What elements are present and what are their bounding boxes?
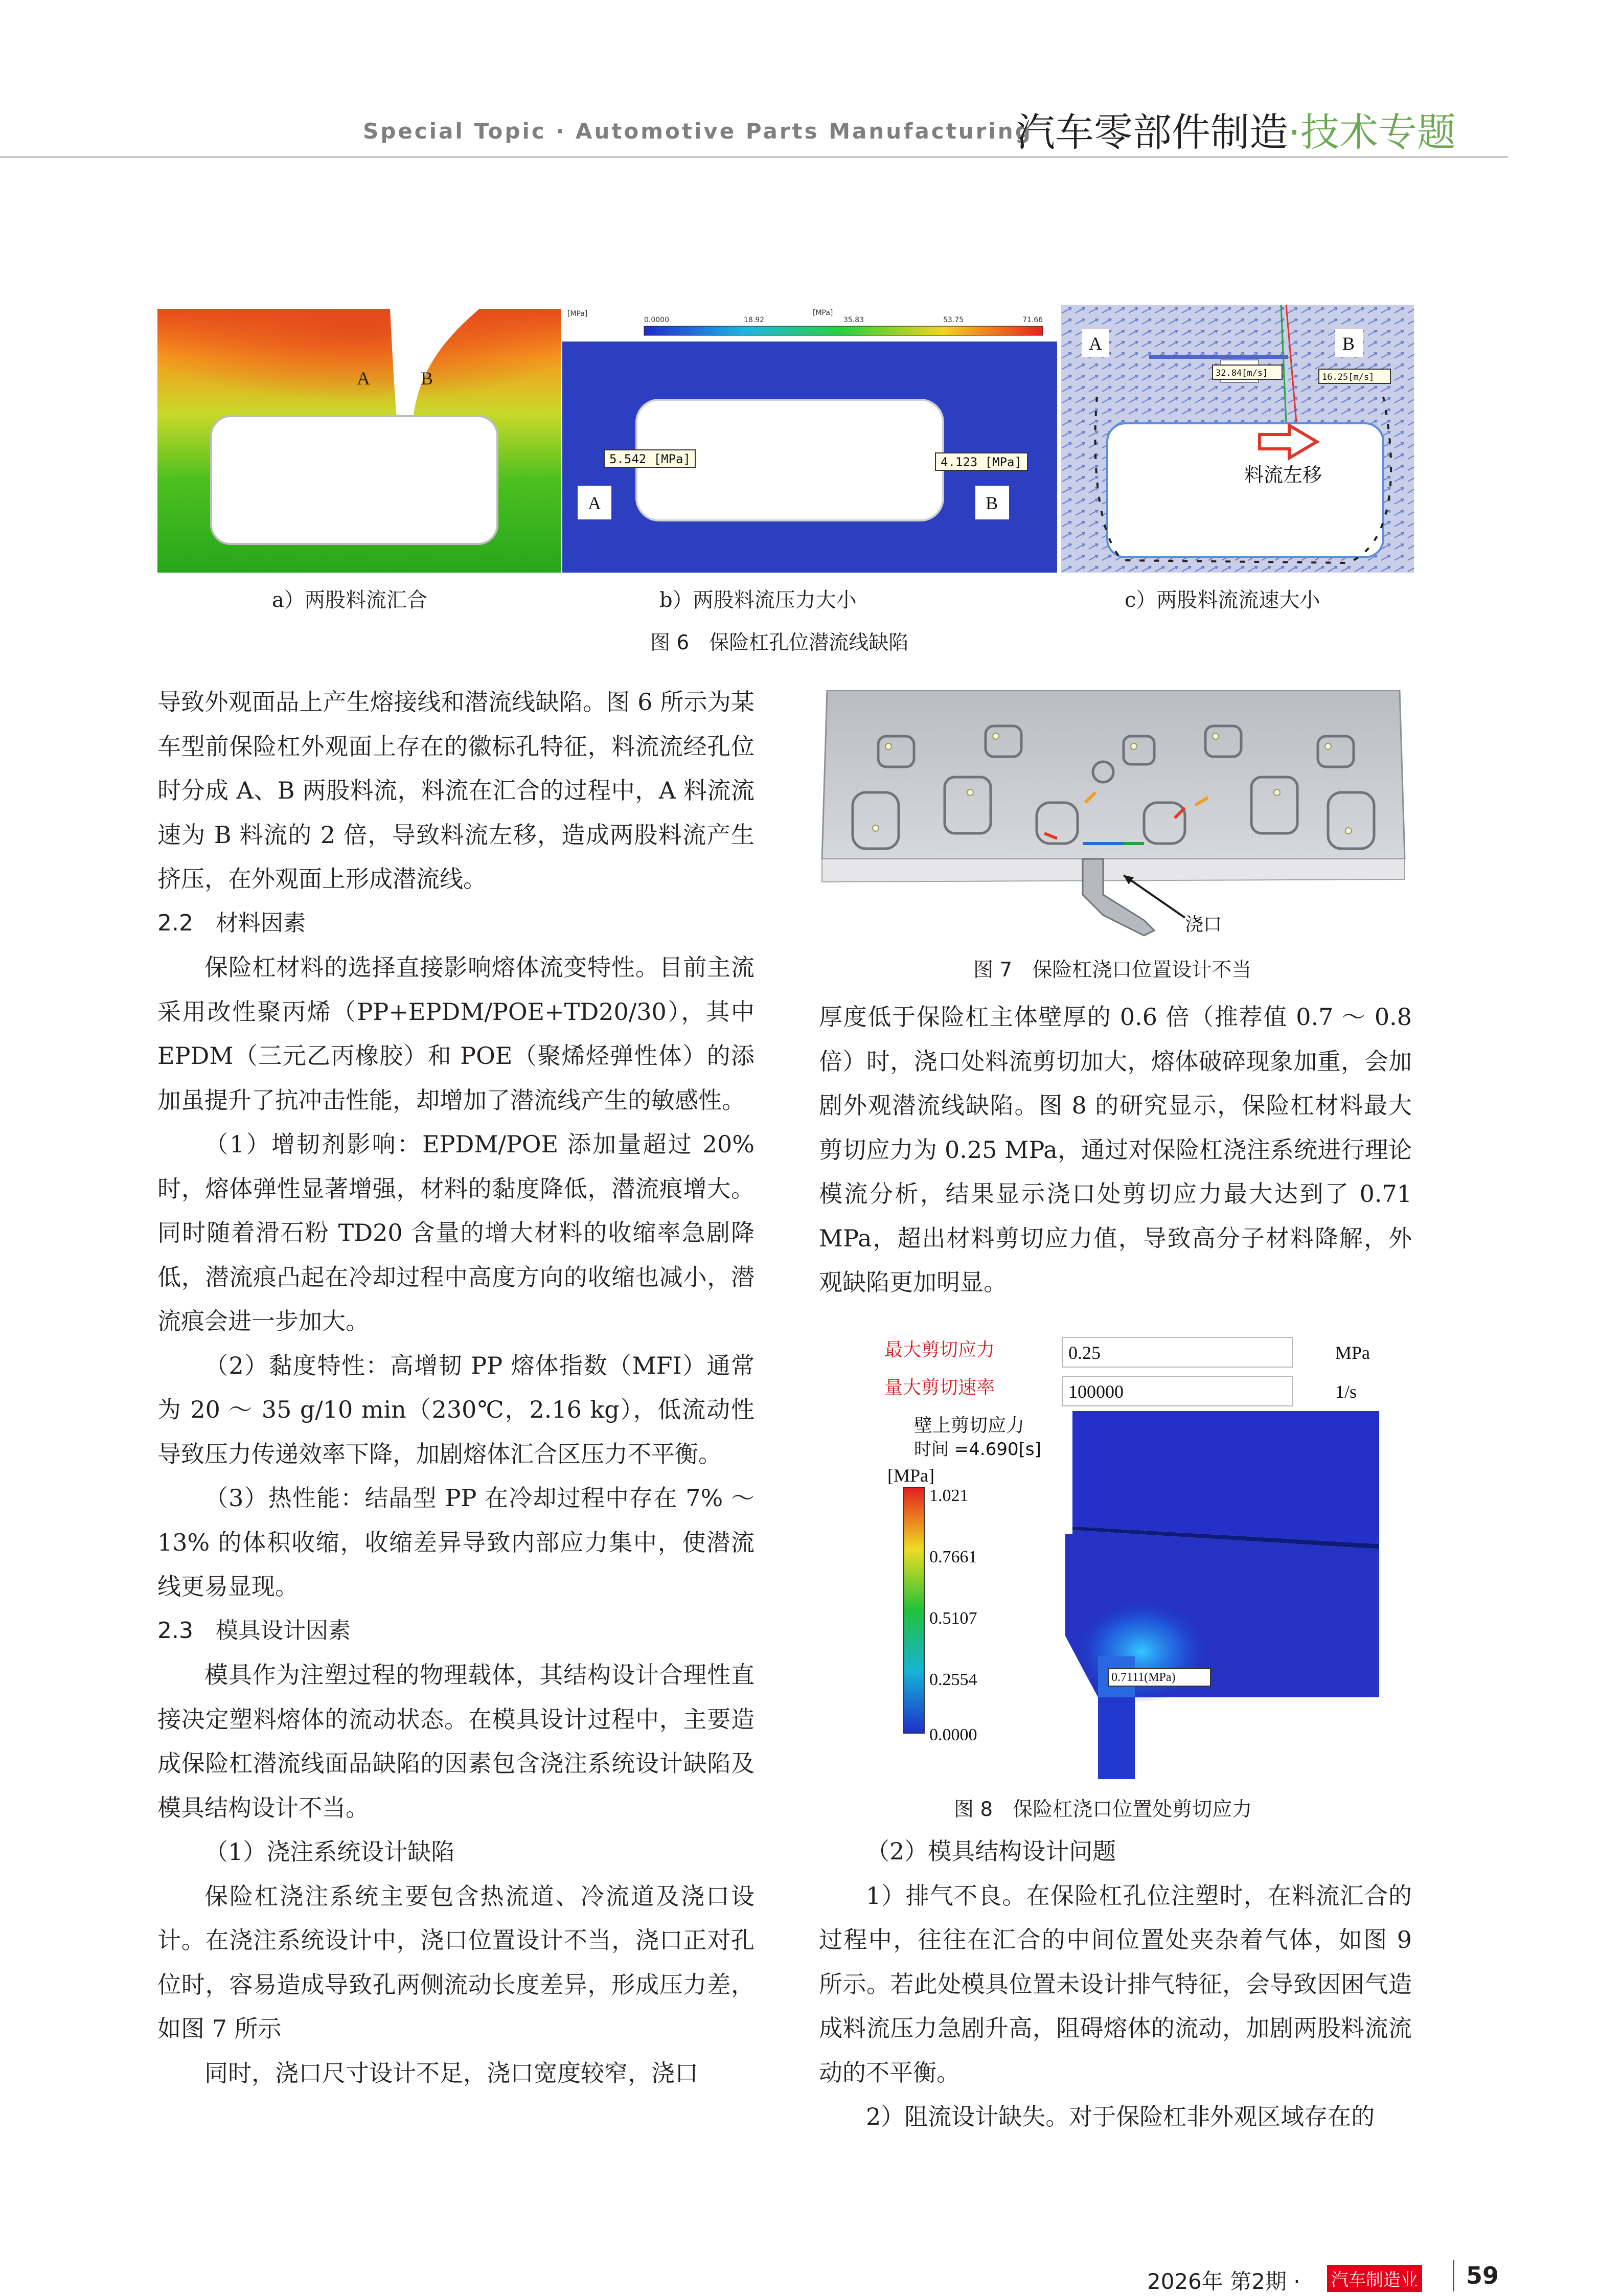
- running-header-title: 汽车零部件制造: [1016, 109, 1288, 155]
- pressure-value-a: 5.542 [MPa]: [609, 452, 691, 466]
- pressure-tick-4: 71.66: [1022, 316, 1043, 324]
- scale-tick-3: 0.2554: [929, 1670, 977, 1689]
- figure6-panel-a: [157, 309, 561, 573]
- right-column-bottom: [819, 1829, 1412, 2139]
- figure8-image: [883, 1329, 1395, 1784]
- velocity-shift-text: 料流左移: [1244, 464, 1322, 486]
- running-header-topic: 技术专题: [1300, 109, 1456, 155]
- figure7-caption: 图 7 保险杠浇口位置设计不当: [973, 959, 1252, 982]
- plot-title-line2: 时间 =4.690[s]: [914, 1439, 1041, 1460]
- panel-a-label-a: A: [357, 368, 370, 389]
- section-heading: 2.2 材料因素: [157, 910, 306, 936]
- scale-tick-1: 0.7661: [929, 1548, 977, 1566]
- paragraph: （3）热性能：结晶型 PP 在冷却过程中存在 7% ～ 13% 的体积收缩，收缩差异导致内部应力集中，使潜流线更易显现。: [157, 1484, 755, 1600]
- footer-issue: 2026年 第2期 ·: [1147, 2269, 1300, 2294]
- max-shear-rate-label: 量大剪切速率: [884, 1377, 995, 1398]
- max-shear-rate-value: 100000: [1068, 1381, 1124, 1402]
- paragraph: 保险杠浇注系统主要包含热流道、冷流道及浇口设计。在浇注系统设计中，浇口位置设计不当，浇口正对孔位时，容易造成导致孔两侧流动长度差异，形成压力差，如图 7 所示: [157, 1882, 755, 2042]
- figure8-caption: 图 8 保险杠浇口位置处剪切应力: [954, 1798, 1252, 1821]
- paragraph: 模具作为注塑过程的物理载体，其结构设计合理性直接决定塑料熔体的流动状态。在模具设计过程中，主要造成保险杠潜流线面品缺陷的因素包含浇注系统设计缺陷及模具结构设计不当。: [157, 1661, 755, 1822]
- velocity-label-b: B: [1342, 333, 1355, 354]
- max-shear-stress-unit: MPa: [1335, 1343, 1370, 1363]
- left-blocks: [157, 680, 755, 2095]
- paragraph: 导致外观面品上产生熔接线和潜流线缺陷。图 6 所示为某车型前保险杠外观面上存在的徽标孔特征，料流流经孔位时分成 A、B 两股料流，料流在汇合的过程中，A 料流流速为 B 料流的 2 倍，导致料流左移，造成两股料流产生挤压，在外观面上形成潜流线。: [157, 688, 755, 893]
- plot-title-line1: 壁上剪切应力: [914, 1415, 1025, 1436]
- figure7-image: [817, 690, 1410, 946]
- paragraph: （2）模具结构设计问题: [866, 1837, 1116, 1865]
- right-column-top: [819, 995, 1412, 1305]
- velocity-plot: [1061, 305, 1414, 573]
- color-scale-bar: [904, 1488, 924, 1733]
- scale-tick-2: 0.5107: [929, 1609, 977, 1628]
- footer-brand: 汽车制造业: [1327, 2265, 1422, 2292]
- pressure-label-b: B: [986, 493, 998, 513]
- running-header-cn: [1016, 101, 1456, 157]
- figure6-panel-c: [1061, 305, 1414, 573]
- paragraph: 同时，浇口尺寸设计不足，浇口宽度较窄，浇口: [204, 2059, 698, 2087]
- right-top-blocks: [819, 995, 1412, 1305]
- header-divider: [0, 156, 1508, 158]
- paragraph: （1）浇注系统设计缺陷: [204, 1838, 455, 1866]
- running-header-dot: ·: [1288, 109, 1301, 155]
- scale-unit: [MPa]: [887, 1465, 934, 1486]
- paragraph: 2）阻流设计缺失。对于保险杠非外观区域存在的: [866, 2103, 1375, 2130]
- probe-value: 0.7111(MPa): [1111, 1671, 1176, 1684]
- velocity-label-a: A: [1089, 333, 1102, 354]
- weld-flow-plot: [157, 309, 561, 573]
- shear-stress-plot: [883, 1329, 1395, 1784]
- pressure-tick-2: 35.83: [843, 316, 864, 324]
- figure6-caption: 图 6 保险杠孔位潜流线缺陷: [650, 631, 909, 654]
- velocity-value-b: 16.25[m/s]: [1322, 372, 1375, 382]
- pressure-plot: [562, 305, 1057, 573]
- paragraph: 厚度低于保险杠主体壁厚的 0.6 倍（推荐值 0.7 ～ 0.8 倍）时，浇口处料流剪切加大，熔体破碎现象加重，会加剧外观潜流线缺陷。图 8 的研究显示，保险杠材料最大剪切应力为 0.25 MPa，通过对保险杠浇注系统进行理论模流分析，结果显示浇口处剪切应力最大达到了 0.71 MPa，超出材料剪切应力值，导致高分子材料降解，外观缺陷更加明显。: [819, 1003, 1412, 1296]
- pressure-tick-0: 0.0000: [644, 316, 669, 324]
- footer-divider: [1453, 2260, 1454, 2291]
- pressure-tick-1: 18.92: [744, 316, 765, 324]
- figure6a-caption: a）两股料流汇合: [272, 588, 427, 612]
- panel-a-label-b: B: [421, 368, 433, 389]
- page-number: 59: [1466, 2262, 1499, 2289]
- paragraph: 1）排气不良。在保险杠孔位注塑时，在料流汇合的过程中，往往在汇合的中间位置处夹杂着气体，如图 9 所示。若此处模具位置未设计排气特征，会导致因困气造成料流压力急剧升高，阻碍熔体的流动，加剧两股料流流动的不平衡。: [819, 1881, 1412, 2086]
- max-shear-stress-label: 最大剪切应力: [884, 1339, 995, 1360]
- max-shear-stress-value: 0.25: [1068, 1343, 1101, 1363]
- paragraph: （1）增韧剂影响：EPDM/POE 添加量超过 20% 时，熔体弹性显著增强，材料的黏度降低，潜流痕增大。同时随着滑石粉 TD20 含量的增大材料的收缩率急剧降低，潜流痕凸起在冷却过程中高度方向的收缩也减小，潜流痕会进一步加大。: [157, 1130, 755, 1335]
- left-column: [157, 680, 755, 2095]
- svg-text:[MPa]: [MPa]: [567, 310, 588, 318]
- figure6c-caption: c）两股料流流速大小: [1125, 588, 1320, 612]
- running-header-en: Special Topic · Automotive Parts Manufacturing: [363, 119, 1033, 144]
- pressure-tick-3: 53.75: [943, 316, 964, 324]
- pressure-value-b: 4.123 [MPa]: [941, 455, 1022, 469]
- gate-position-plot: [817, 690, 1410, 946]
- paragraph: 保险杠材料的选择直接影响熔体流变特性。目前主流采用改性聚丙烯（PP+EPDM/POE+TD20/30），其中 EPDM（三元乙丙橡胶）和 POE（聚烯烃弹性体）的添加虽提升了抗冲击性能，却增加了潜流线产生的敏感性。: [157, 953, 755, 1114]
- section-heading: 2.3 模具设计因素: [157, 1617, 351, 1644]
- right-bottom-blocks: [819, 1829, 1412, 2139]
- paragraph: （2）黏度特性：高增韧 PP 熔体指数（MFI）通常为 20 ～ 35 g/10 min（230℃，2.16 kg），低流动性导致压力传递效率下降，加剧熔体汇合区压力不平衡。: [157, 1351, 755, 1468]
- velocity-value-a: 32.84[m/s]: [1216, 368, 1268, 378]
- scale-tick-4: 0.0000: [929, 1725, 977, 1744]
- gate-label: 浇口: [1185, 914, 1222, 935]
- pressure-unit: [MPa]: [813, 309, 833, 317]
- figure6b-caption: b）两股料流压力大小: [659, 588, 857, 612]
- scale-tick-0: 1.021: [929, 1486, 969, 1505]
- figure6-panel-b: [562, 305, 1057, 573]
- pressure-label-a: A: [588, 493, 601, 513]
- max-shear-rate-unit: 1/s: [1335, 1381, 1357, 1402]
